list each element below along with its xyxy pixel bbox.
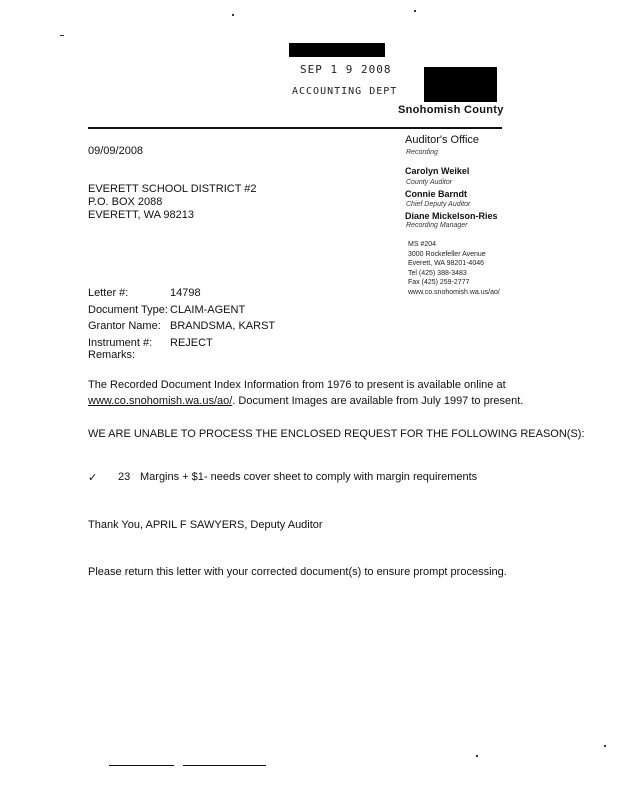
scan-speck xyxy=(476,755,478,757)
address-line: Tel (425) 388-3483 xyxy=(408,269,467,277)
scan-speck xyxy=(60,35,64,36)
recipient-line: EVERETT SCHOOL DISTRICT #2 xyxy=(88,183,257,195)
field-value: REJECT xyxy=(170,336,213,349)
info-line-rest: . Document Images are available from July 1997 to present. xyxy=(232,395,524,407)
info-line xyxy=(88,393,523,409)
field-label: Remarks: xyxy=(88,349,136,361)
field-row xyxy=(88,302,275,319)
document-fields xyxy=(88,285,275,364)
footer-rule xyxy=(109,765,174,766)
info-line: The Recorded Document Index Information from 1976 to present is available online at xyxy=(88,379,506,391)
county-name: Snohomish County xyxy=(398,104,504,116)
header-rule xyxy=(88,127,502,129)
field-value: 14798 xyxy=(170,287,201,299)
staff-title: County Auditor xyxy=(406,179,453,186)
website-line: www.co.snohomish.wa.us/ao/ xyxy=(408,288,500,296)
staff-title: Recording Manager xyxy=(406,222,468,229)
redaction-bar xyxy=(424,67,497,102)
recipient-line: EVERETT, WA 98213 xyxy=(88,209,194,221)
website-link[interactable]: www.co.snohomish.wa.us/ao/ xyxy=(88,395,233,407)
recipient-line: P.O. BOX 2088 xyxy=(88,196,163,208)
letter-date: 09/09/2008 xyxy=(88,145,144,157)
office-title: Auditor's Office xyxy=(405,134,480,146)
reason-text: Margins + $1- needs cover sheet to comply with margin requirements xyxy=(140,471,478,483)
staff-name: Diane Mickelson-Ries xyxy=(405,211,498,221)
closing-instruction: Please return this letter with your corrected document(s) to ensure prompt processing. xyxy=(88,566,507,578)
redaction-bar xyxy=(289,43,385,57)
field-row xyxy=(88,285,275,302)
checkmark-icon: ✓ xyxy=(88,472,98,484)
recipient-address xyxy=(88,183,257,222)
field-value: CLAIM-AGENT xyxy=(170,303,246,316)
office-address xyxy=(408,240,500,297)
division-label: Recording xyxy=(406,149,438,156)
rejection-heading: WE ARE UNABLE TO PROCESS THE ENCLOSED REQUEST FOR THE FOLLOWING REASON(S): xyxy=(88,428,585,440)
field-row xyxy=(88,318,275,335)
scan-speck xyxy=(414,10,416,12)
address-line: Everett, WA 98201-4046 xyxy=(408,260,485,267)
address-line: Fax (425) 259-2777 xyxy=(408,279,470,286)
reason-code: 23 xyxy=(118,471,131,483)
scan-speck xyxy=(232,14,234,16)
staff-name: Carolyn Weikel xyxy=(405,166,470,176)
received-stamp-date: SEP 1 9 2008 xyxy=(300,63,392,76)
address-line: MS #204 xyxy=(408,241,437,248)
address-line: 3000 Rockefeller Avenue xyxy=(408,250,486,258)
field-label: Grantor Name: xyxy=(88,320,161,332)
scan-speck xyxy=(604,745,606,747)
field-label: Instrument #: xyxy=(88,336,153,349)
field-label: Letter #: xyxy=(88,287,129,299)
signature-line: Thank You, APRIL F SAWYERS, Deputy Auditor xyxy=(88,519,323,531)
footer-rule xyxy=(183,765,266,766)
info-paragraph xyxy=(88,377,523,409)
staff-title: Chief Deputy Auditor xyxy=(406,201,471,208)
received-stamp-dept: ACCOUNTING DEPT xyxy=(292,86,398,97)
field-label: Document Type: xyxy=(88,303,168,316)
staff-name: Connie Barndt xyxy=(405,189,467,199)
field-value: BRANDSMA, KARST xyxy=(170,320,276,332)
